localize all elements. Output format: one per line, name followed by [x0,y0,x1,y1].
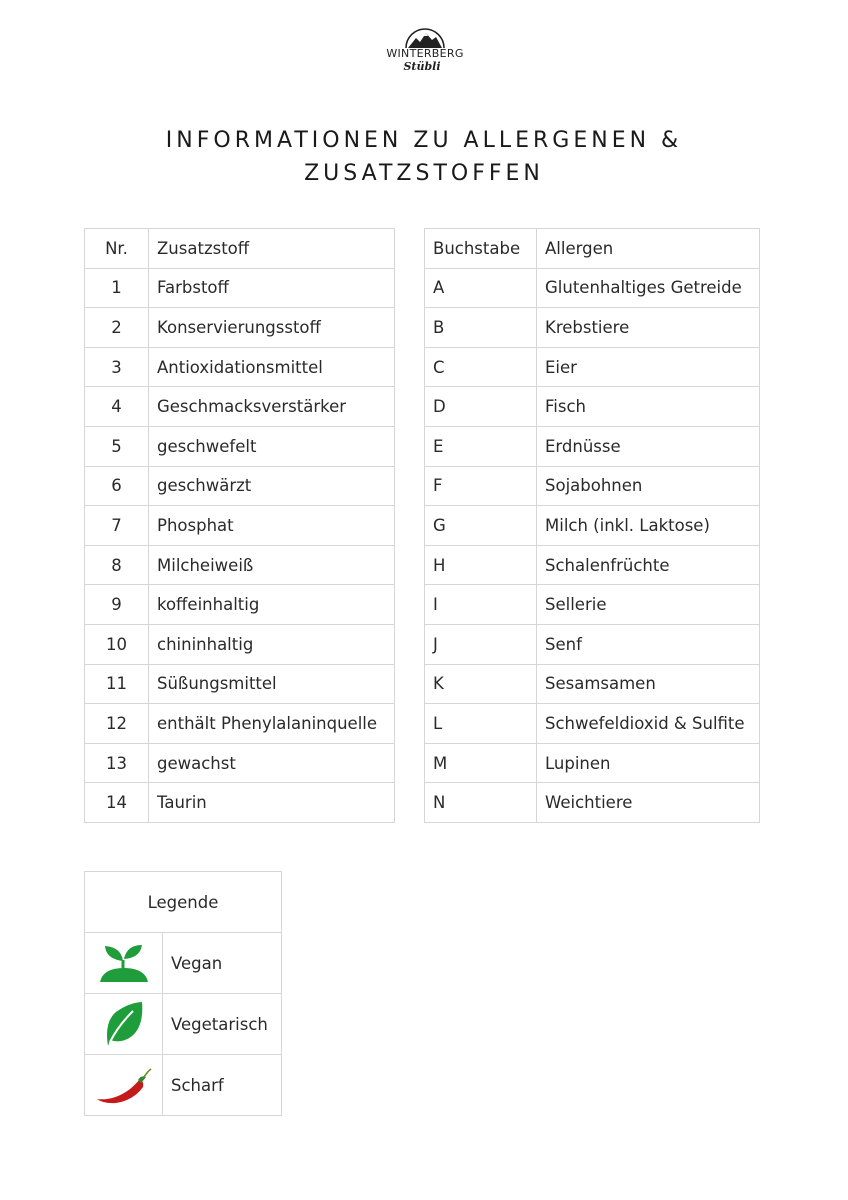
table-row [425,426,760,466]
page-title-line-2: ZUSATZSTOFFEN [304,161,544,186]
row-key-cell: 12 [85,704,149,744]
row-value-cell: Senf [537,624,760,664]
row-value-cell: Sojabohnen [537,466,760,506]
row-key-cell: 5 [85,426,149,466]
row-key-cell: 3 [85,347,149,387]
row-value-cell: koffeinhaltig [149,585,395,625]
row-value-cell: Krebstiere [537,308,760,348]
table-header-row [425,229,760,269]
table-row [85,426,395,466]
row-key-cell: 6 [85,466,149,506]
brand-name: WINTERBERG [386,47,464,60]
legend-icon-cell [85,994,163,1055]
table-row [85,624,395,664]
table-row [425,783,760,823]
row-value-cell: Taurin [149,783,395,823]
table-row [425,585,760,625]
row-key-cell: 13 [85,743,149,783]
row-key-cell: B [425,308,537,348]
table-row [85,387,395,427]
table-row [425,308,760,348]
row-value-cell: Farbstoff [149,268,395,308]
column-header: Buchstabe [425,229,537,269]
row-value-cell: Sellerie [537,585,760,625]
additives-table [84,228,395,823]
table-row [425,506,760,546]
table-row [85,545,395,585]
row-key-cell: C [425,347,537,387]
table-row [85,743,395,783]
row-key-cell: D [425,387,537,427]
legend-label: Vegetarisch [163,994,282,1055]
row-key-cell: 4 [85,387,149,427]
row-key-cell: 11 [85,664,149,704]
row-key-cell: N [425,783,537,823]
row-value-cell: geschwärzt [149,466,395,506]
row-value-cell: Schalenfrüchte [537,545,760,585]
table-row [85,506,395,546]
legend-label: Scharf [163,1055,282,1116]
legend-table [84,871,282,1116]
table-row [85,585,395,625]
row-value-cell: Lupinen [537,743,760,783]
row-key-cell: K [425,664,537,704]
table-row [425,624,760,664]
row-value-cell: Erdnüsse [537,426,760,466]
column-header: Nr. [85,229,149,269]
brand-sub: Stübli [403,60,441,73]
table-row [425,545,760,585]
column-header: Allergen [537,229,760,269]
row-value-cell: Glutenhaltiges Getreide [537,268,760,308]
legend-title: Legende [85,872,282,933]
row-key-cell: M [425,743,537,783]
row-value-cell: Milch (inkl. Laktose) [537,506,760,546]
table-row [425,268,760,308]
row-value-cell: Konservierungsstoff [149,308,395,348]
table-row [85,268,395,308]
row-key-cell: E [425,426,537,466]
row-value-cell: Weichtiere [537,783,760,823]
row-value-cell: chininhaltig [149,624,395,664]
legend-row [85,994,282,1055]
row-key-cell: 2 [85,308,149,348]
legend-row [85,933,282,994]
winterberg-logo [372,24,478,76]
leaf-icon [102,1000,146,1048]
row-key-cell: I [425,585,537,625]
row-value-cell: Phosphat [149,506,395,546]
row-key-cell: 10 [85,624,149,664]
table-row [425,743,760,783]
table-row [425,387,760,427]
table-row [85,347,395,387]
row-value-cell: enthält Phenylalaninquelle [149,704,395,744]
row-value-cell: Geschmacksverstärker [149,387,395,427]
table-row [425,466,760,506]
row-value-cell: Sesamsamen [537,664,760,704]
legend-header-row [85,872,282,933]
legend-icon-cell [85,933,163,994]
sprout-icon [97,942,151,984]
row-key-cell: A [425,268,537,308]
row-key-cell: 14 [85,783,149,823]
legend-row [85,1055,282,1116]
row-key-cell: 1 [85,268,149,308]
column-header: Zusatzstoff [149,229,395,269]
row-key-cell: F [425,466,537,506]
page-title [0,124,848,190]
legend-label: Vegan [163,933,282,994]
row-value-cell: Milcheiweiß [149,545,395,585]
row-value-cell: gewachst [149,743,395,783]
table-row [85,664,395,704]
table-row [85,466,395,506]
table-row [85,783,395,823]
row-key-cell: J [425,624,537,664]
allergens-table [424,228,760,823]
page-title-line-1: INFORMATIONEN ZU ALLERGENEN & [165,128,683,153]
table-row [425,664,760,704]
row-value-cell: geschwefelt [149,426,395,466]
row-key-cell: 8 [85,545,149,585]
table-row [85,308,395,348]
row-value-cell: Fisch [537,387,760,427]
row-key-cell: L [425,704,537,744]
chili-icon [94,1065,154,1105]
row-key-cell: G [425,506,537,546]
table-row [85,704,395,744]
legend-icon-cell [85,1055,163,1116]
row-value-cell: Eier [537,347,760,387]
table-row [425,704,760,744]
row-value-cell: Süßungsmittel [149,664,395,704]
row-key-cell: 7 [85,506,149,546]
table-row [425,347,760,387]
row-key-cell: 9 [85,585,149,625]
row-value-cell: Antioxidationsmittel [149,347,395,387]
table-header-row [85,229,395,269]
row-value-cell: Schwefeldioxid & Sulfite [537,704,760,744]
row-key-cell: H [425,545,537,585]
